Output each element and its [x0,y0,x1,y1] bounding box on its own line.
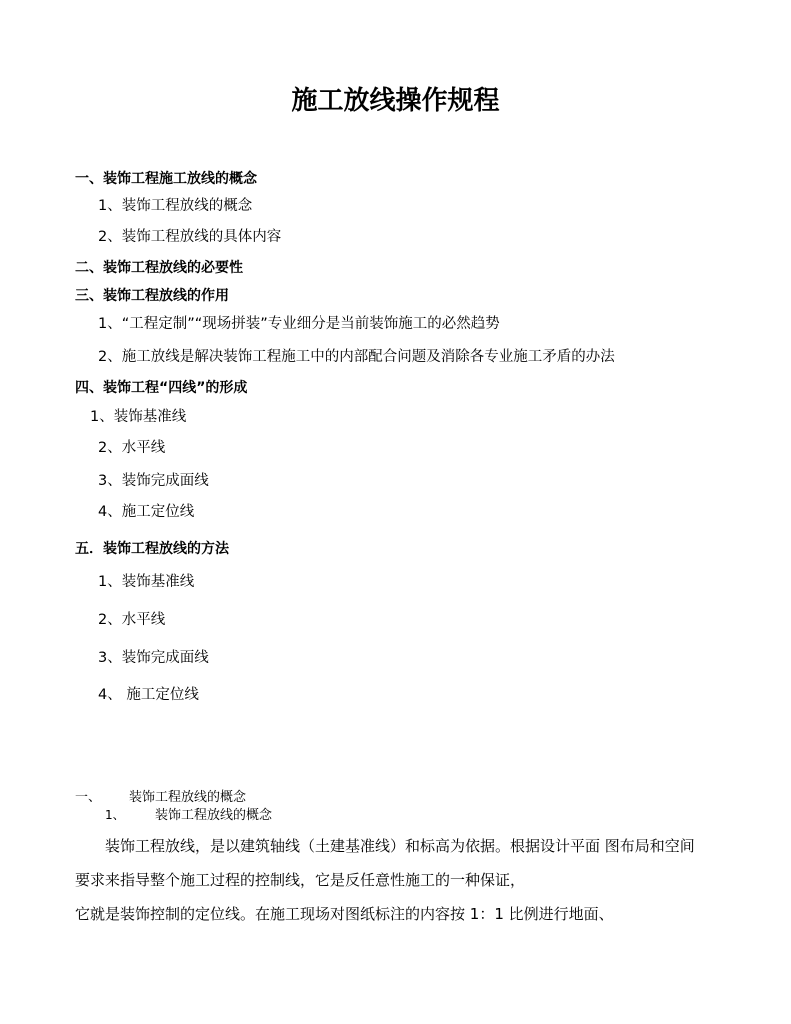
body-section-title: 装饰工程放线的概念 [129,790,247,805]
section-5-item-3: 3、装饰完成面线 [98,650,209,666]
section-4-item-2: 2、水平线 [98,440,166,456]
section-5-heading: 五．装饰工程放线的方法 [75,541,229,557]
section-4-item-3: 3、装饰完成面线 [98,473,209,489]
paragraph-line-3: 它就是装饰控制的定位线。在施工现场对图纸标注的内容按 1：1 比例进行地面、 [75,905,614,923]
section-5-item-4: 4、 施工定位线 [98,687,199,703]
body-subsection-number: 1、 [105,808,125,822]
section-1-item-2: 2、装饰工程放线的具体内容 [98,229,282,245]
section-4-heading: 四、装饰工程“四线”的形成 [75,380,248,396]
paragraph-line-1: 装饰工程放线，是以建筑轴线（土建基准线）和标高为依据。根据设计平面 图布局和空间 [105,837,695,855]
paragraph-line-2: 要求来指导整个施工过程的控制线，它是反任意性施工的一种保证， [75,871,526,889]
section-5-item-2: 2、水平线 [98,612,166,628]
section-3-item-2: 2、施工放线是解决装饰工程施工中的内部配合问题及消除各专业施工矛盾的办法 [98,349,615,365]
body-subsection-title: 装饰工程放线的概念 [155,808,273,823]
body-section-number: 一、 [75,790,102,805]
section-5-item-1: 1、装饰基准线 [98,574,195,590]
section-1-heading: 一、装饰工程施工放线的概念 [75,171,257,187]
section-4-item-4: 4、施工定位线 [98,504,195,520]
section-1-item-1: 1、装饰工程放线的概念 [98,198,253,214]
section-4-item-1: 1、装饰基准线 [90,409,187,425]
section-2-heading: 二、装饰工程放线的必要性 [75,260,243,276]
page-title: 施工放线操作规程 [291,86,500,116]
section-3-heading: 三、装饰工程放线的作用 [75,288,229,304]
section-3-item-1: 1、“工程定制”“现场拼装”专业细分是当前装饰施工的必然趋势 [98,316,500,332]
